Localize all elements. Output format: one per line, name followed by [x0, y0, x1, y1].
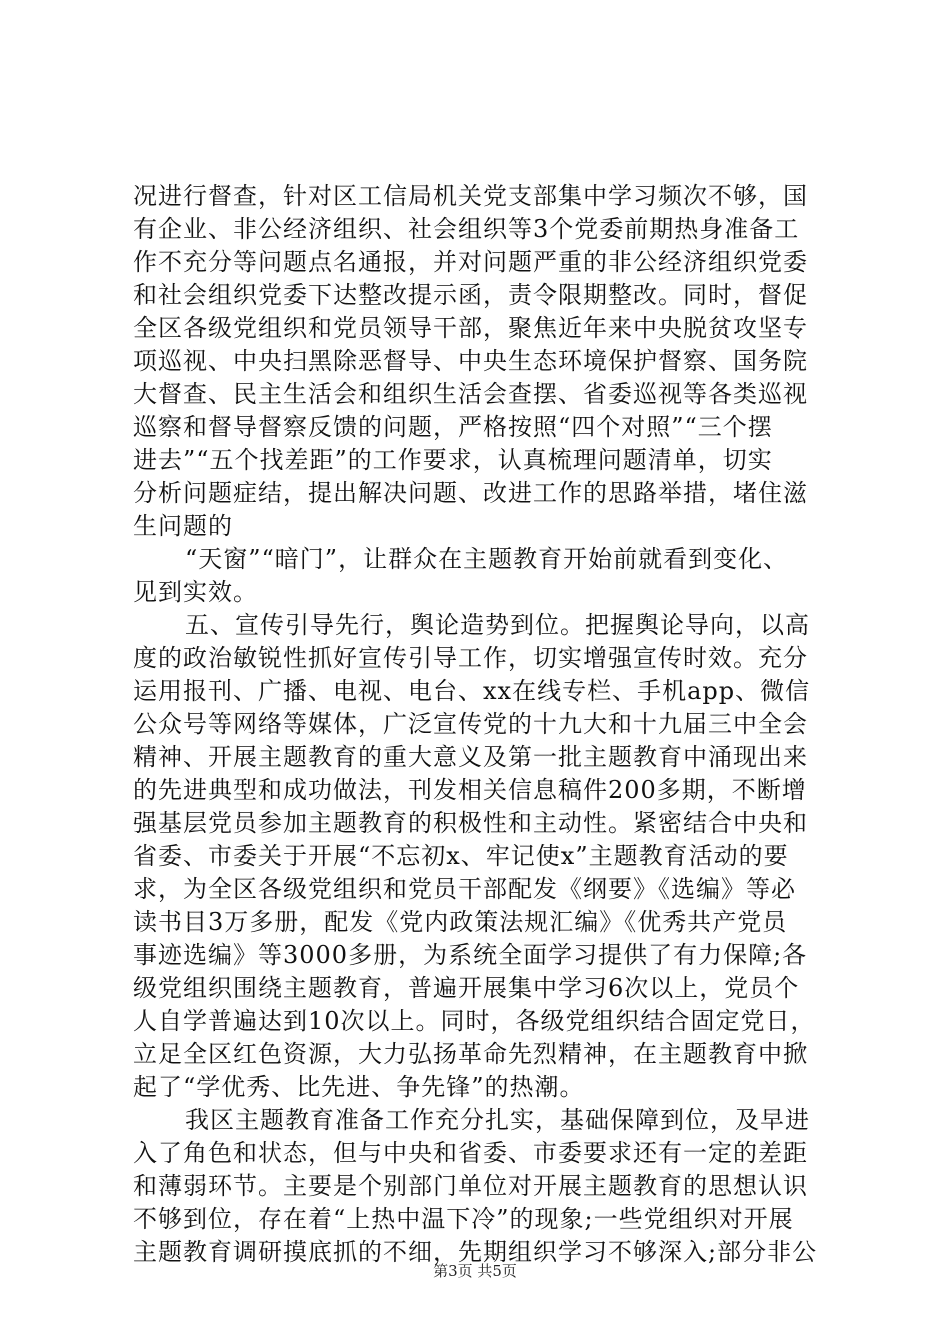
- text-line: 项巡视、中央扫黑除恶督导、中央生态环境保护督察、国务院: [133, 347, 808, 375]
- text-line: 巡察和督导督察反馈的问题，严格按照“四个对照”“三个摆: [133, 413, 773, 441]
- document-body: [133, 180, 833, 1269]
- text-line: 有企业、非公经济组织、社会组织等3个党委前期热身准备工: [133, 215, 800, 243]
- text-line: 度的政治敏锐性抓好宣传引导工作，切实增强宣传时效。充分: [133, 644, 808, 672]
- text-line: 况进行督查，针对区工信局机关党支部集中学习频次不够，国: [133, 182, 808, 210]
- text-line: 五、宣传引导先行，舆论造势到位。把握舆论导向，以高: [185, 611, 810, 639]
- text-line: 人自学普遍达到10次以上。同时，各级党组织结合固定党日，: [133, 1007, 816, 1035]
- text-line: 进去”“五个找差距”的工作要求，认真梳理问题清单，切实: [133, 446, 773, 474]
- text-line: 和社会组织党委下达整改提示函，责令限期整改。同时，督促: [133, 281, 808, 309]
- text-line: 立足全区红色资源，大力弘扬革命先烈精神，在主题教育中掀: [133, 1040, 808, 1068]
- text-line: 的先进典型和成功做法，刊发相关信息稿件200多期，不断增: [133, 776, 807, 804]
- text-line: 见到实效。: [133, 578, 258, 606]
- text-line: 不够到位，存在着“上热中温下冷”的现象;一些党组织对开展: [133, 1205, 794, 1233]
- text-line: 我区主题教育准备工作充分扎实，基础保障到位，及早进: [185, 1106, 810, 1134]
- text-line: 分析问题症结，提出解决问题、改进工作的思路举措，堵住滋: [133, 479, 808, 507]
- text-line: 公众号等网络等媒体，广泛宣传党的十九大和十九届三中全会: [133, 710, 808, 738]
- text-line: 和薄弱环节。主要是个别部门单位对开展主题教育的思想认识: [133, 1172, 808, 1200]
- text-line: 求，为全区各级党组织和党员干部配发《纲要》《选编》等必: [133, 875, 796, 903]
- text-line: 运用报刊、广播、电视、电台、xx在线专栏、手机app、微信: [133, 677, 811, 705]
- text-line: 读书目3万多册，配发《党内政策法规汇编》《优秀共产党员: [133, 908, 788, 936]
- text-line: 主题教育调研摸底抓的不细，先期组织学习不够深入;部分非公: [133, 1238, 818, 1266]
- text-line: 强基层党员参加主题教育的积极性和主动性。紧密结合中央和: [133, 809, 808, 837]
- text-line: 省委、市委关于开展“不忘初x、牢记使x”主题教育活动的要: [133, 842, 789, 870]
- text-line: 全区各级党组织和党员领导干部，聚焦近年来中央脱贫攻坚专: [133, 314, 808, 342]
- text-line: 大督查、民主生活会和组织生活会查摆、省委巡视等各类巡视: [133, 380, 808, 408]
- text-line: 入了角色和状态，但与中央和省委、市委要求还有一定的差距: [133, 1139, 808, 1167]
- text-line: 精神、开展主题教育的重大意义及第一批主题教育中涌现出来: [133, 743, 808, 771]
- text-line: “天窗”“暗门”，让群众在主题教育开始前就看到变化、: [185, 545, 789, 573]
- text-line: 作不充分等问题点名通报，并对问题严重的非公经济组织党委: [133, 248, 808, 276]
- page-footer: 第3页 共5页: [433, 1262, 517, 1280]
- text-line: 事迹选编》等3000多册，为系统全面学习提供了有力保障;各: [133, 941, 808, 969]
- text-line: 生问题的: [133, 512, 233, 540]
- text-line: 级党组织围绕主题教育，普遍开展集中学习6次以上，党员个: [133, 974, 800, 1002]
- text-line: 起了“学优秀、比先进、争先锋”的热潮。: [133, 1073, 585, 1101]
